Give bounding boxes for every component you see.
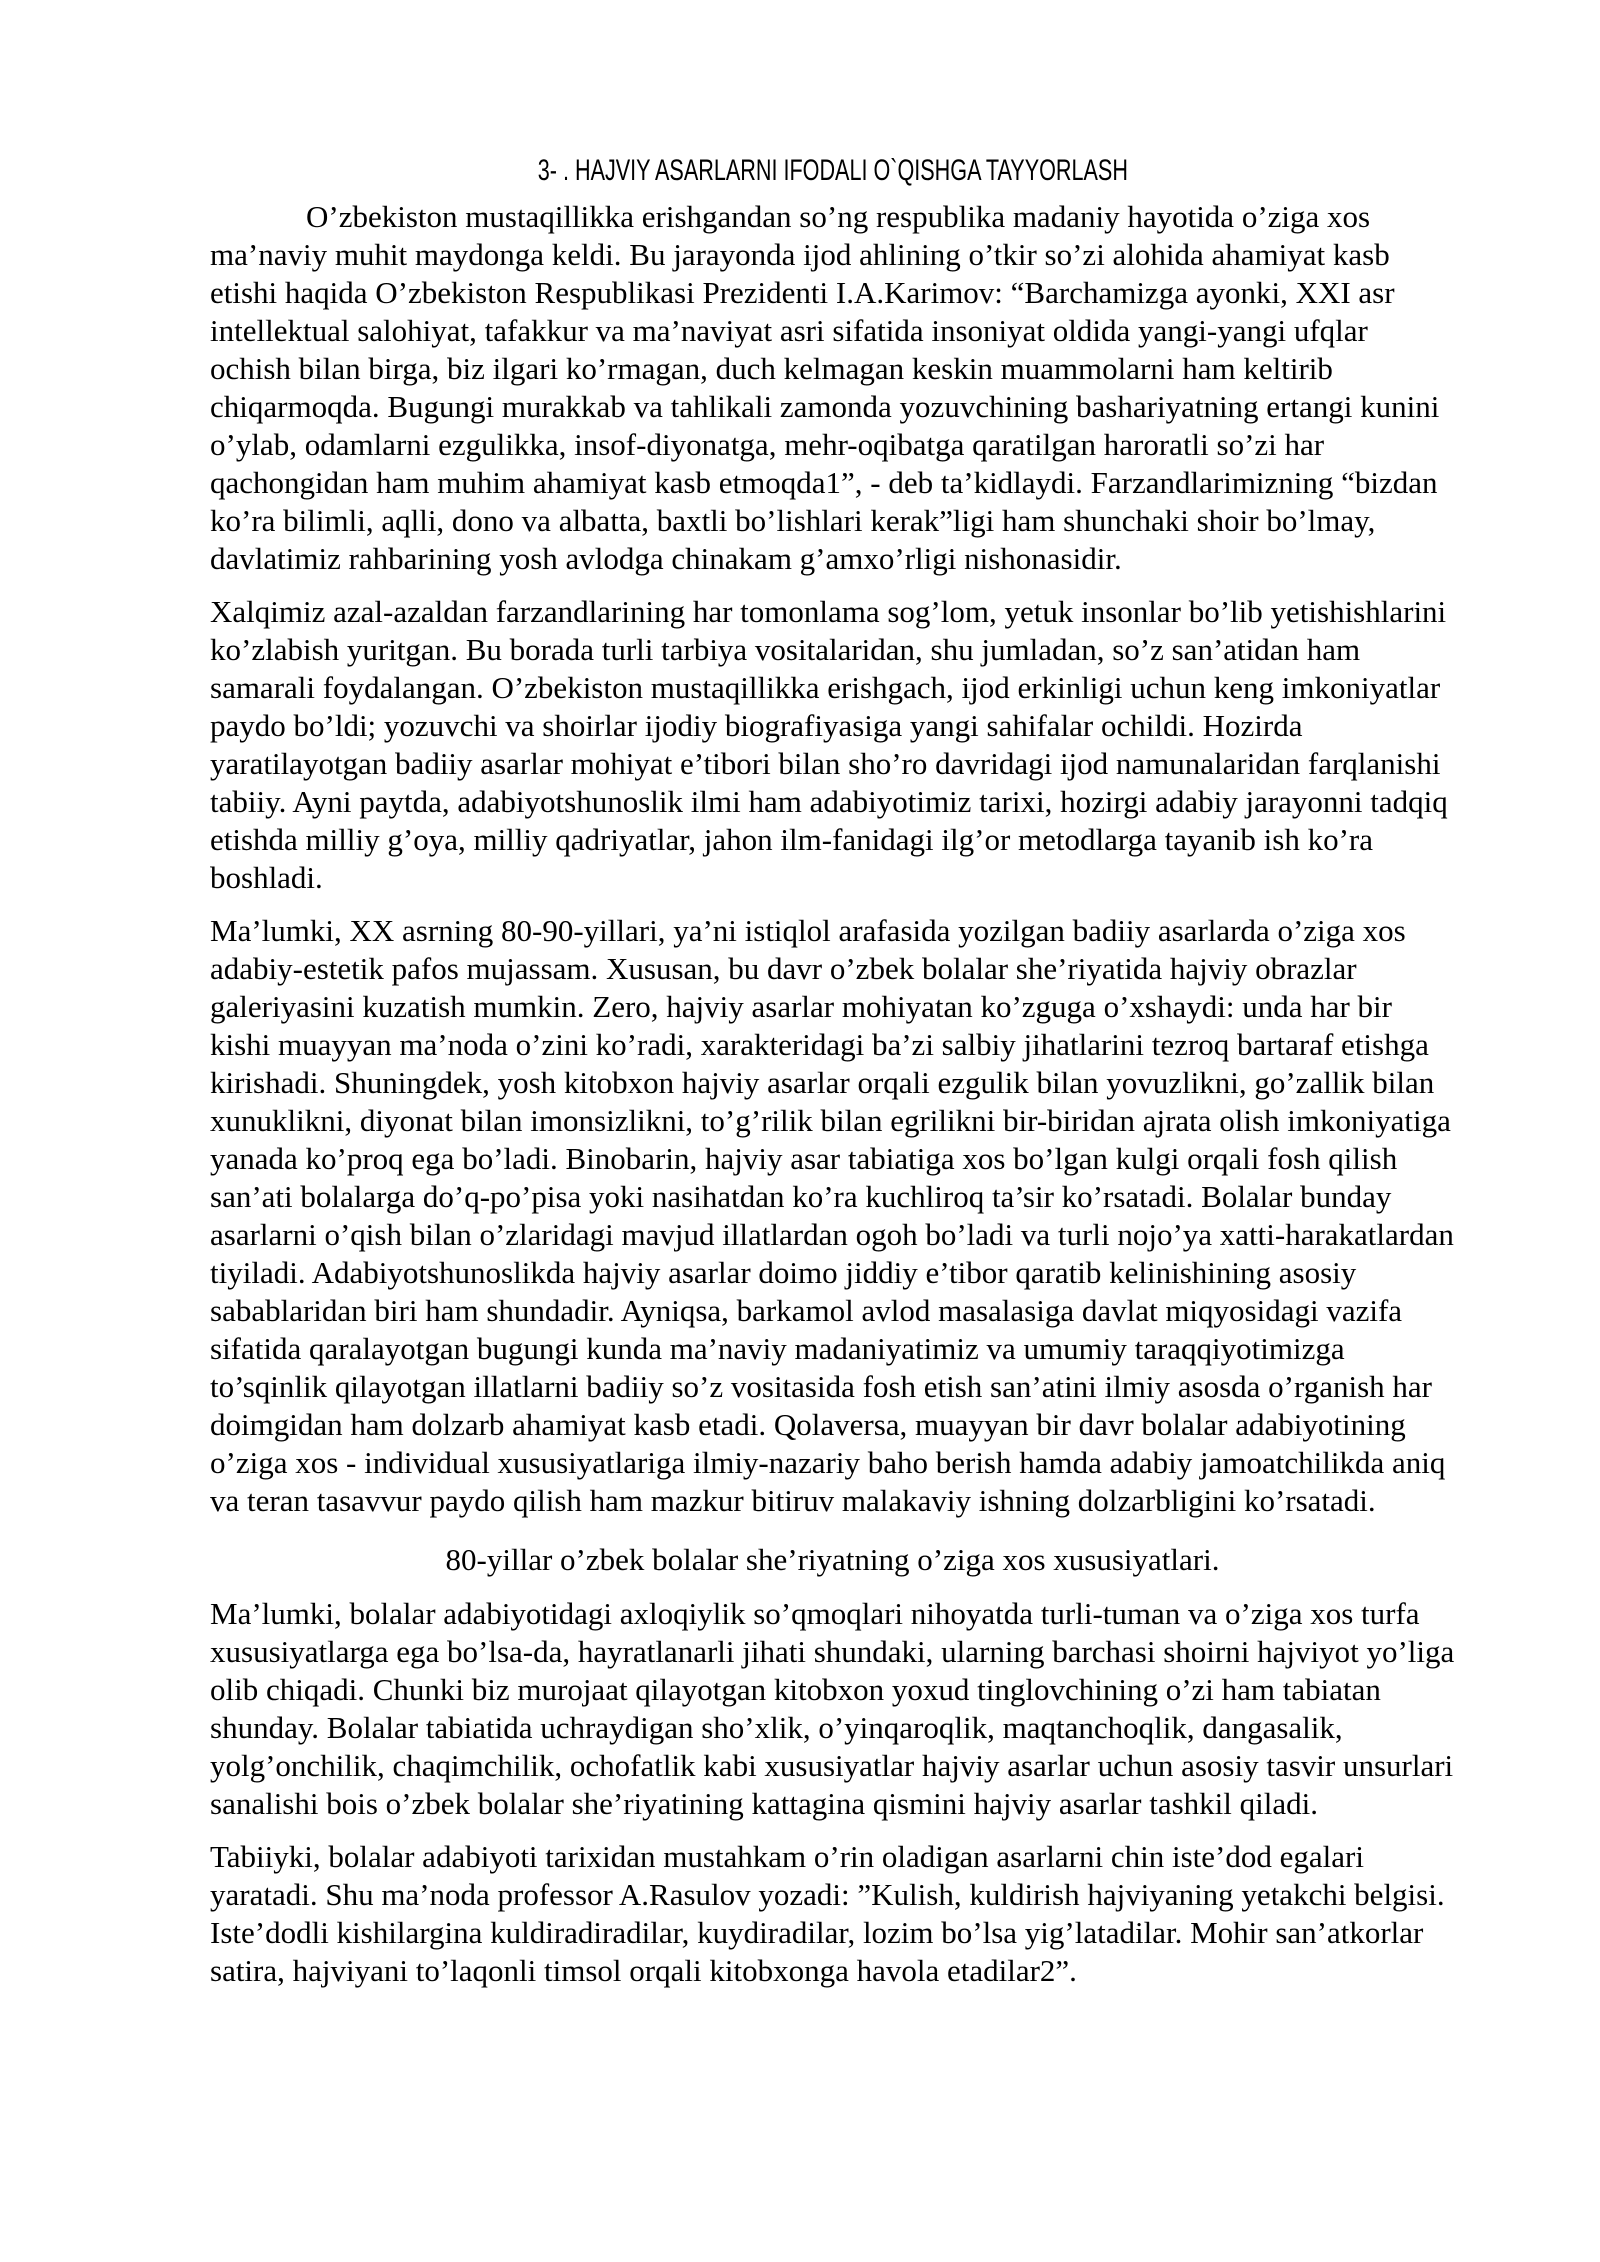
section-heading: 80-yillar o’zbek bolalar she’riyatning o’ziga xos xususiyatlari.	[445, 1542, 1220, 1577]
paragraph-malumki-bolalar: Ma’lumki, bolalar adabiyotidagi axloqiylik so’qmoqlari nihoyatda turli-tuman va o’ziga xos turfa xususiyatlarga ega bo’lsa-da, hayratlanarli jihati shundaki, ularning barchasi shoirni hajviyot yo’liga olib chiqadi. Chunki biz murojaat qilayotgan kitobxon yoxud tinglovchining o’zi ham tabiatan shunday. Bolalar tabiatida uchraydigan sho’xlik, o’yinqaroqlik, maqtanchoqlik, dangasalik, yolg’onchilik, chaqimchilik, ochofatlik kabi xususiyatlar hajviy asarlar uchun asosiy tasvir unsurlari sanalishi bois o’zbek bolalar she’riyatining kattagina qismini hajviy asarlar tashkil qiladi.	[210, 1596, 1455, 1821]
paragraph-tabiiyki: Tabiiyki, bolalar adabiyoti tarixidan mustahkam o’rin oladigan asarlarni chin iste’dod egalari yaratadi. Shu ma’noda professor A.Rasulov yozadi: ”Kulish, kuldirish hajviyaning yetakchi belgisi. Iste’dodli kishilargina kuldiradiradilar, kuydiradilar, lozim bo’lsa yig’latadilar. Mohir san’atkorlar satira, hajviyani to’laqonli timsol orqali kitobxonga havola etadilar2”.	[210, 1839, 1445, 1988]
paragraph-intro: O’zbekiston mustaqillikka erishgandan so’ng respublika madaniy hayotida o’ziga xos ma’naviy muhit maydonga keldi. Bu jarayonda ijod ahlining o’tkir so’zi alohida ahamiyat kasb etishi haqida O’zbekiston Respublikasi Prezidenti I.A.Karimov: “Barchamizga ayonki, XXI asr intellektual salohiyat, tafakkur va ma’naviyat asri sifatida insoniyat oldida yangi-yangi ufqlar ochish bilan birga, biz ilgari ko’rmagan, duch kelmagan keskin muammolarni ham keltirib chiqarmoqda. Bugungi murakkab va tahlikali zamonda yozuvchining bashariyatning ertangi kunini o’ylab, odamlarni ezgulikka, insof-diyonatga, mehr-oqibatga qaratilgan haroratli so’zi har qachongidan ham muhim ahamiyat kasb etmoqda1”, - deb ta’kidlaydi. Farzandlarimizning “bizdan ko’ra bilimli, aqlli, dono va albatta, baxtli bo’lishlari kerak”ligi ham shunchaki shoir bo’lmay, davlatimiz rahbarining yosh avlodga chinakam g’amxo’rligi nishonasidir.	[210, 199, 1440, 576]
document-title	[210, 153, 1455, 189]
paragraph-xalqimiz: Xalqimiz azal-azaldan farzandlarining har tomonlama sog’lom, yetuk insonlar bo’lib yetishishlarini ko’zlabish yuritgan. Bu borada turli tarbiya vositalaridan, shu jumladan, so’z san’atidan ham samarali foydalangan. O’zbekiston mustaqillikka erishgach, ijod erkinligi uchun keng imkoniyatlar paydo bo’ldi; yozuvchi va shoirlar ijodiy biografiyasiga yangi sahifalar ochildi. Hozirda yaratilayotgan badiiy asarlar mohiyat e’tibori bilan sho’ro davridagi ijod namunalaridan farqlanishi tabiiy. Ayni paytda, adabiyotshunoslik ilmi ham adabiyotimiz tarixi, hozirgi adabiy jarayonni tadqiq etishda milliy g’oya, milliy qadriyatlar, jahon ilm-fanidagi ilg’or metodlarga tayanib ish ko’ra boshladi.	[210, 594, 1448, 895]
document-title-text: 3- . HAJVIY ASARLARNI IFODALI O`QISHGA TAYYORLASH	[537, 154, 1128, 187]
paragraph-malumki-xx-asr: Ma’lumki, XX asrning 80-90-yillari, ya’ni istiqlol arafasida yozilgan badiiy asarlarda o’ziga xos adabiy-estetik pafos mujassam. Xususan, bu davr o’zbek bolalar she’riyatida hajviy obrazlar galeriyasini kuzatish mumkin. Zero, hajviy asarlar mohiyatan ko’zguga o’xshaydi: unda har bir kishi muayyan ma’noda o’zini ko’radi, xarakteridagi ba’zi salbiy jihatlarini tezroq bartaraf etishga kirishadi. Shuningdek, yosh kitobxon hajviy asarlar orqali ezgulik bilan yovuzlikni, go’zallik bilan xunuklikni, diyonat bilan imonsizlikni, to’g’rilik bilan egrilikni bir-biridan ajrata olish imkoniyatiga yanada ko’proq ega bo’ladi. Binobarin, hajviy asar tabiatiga xos bo’lgan kulgi orqali fosh qilish san’ati bolalarga do’q-po’pisa yoki nasihatdan ko’ra kuchliroq ta’sir ko’rsatadi. Bolalar bunday asarlarni o’qish bilan o’zlaridagi mavjud illatlardan ogoh bo’ladi va turli nojo’ya xatti-harakatlardan tiyiladi. Adabiyotshunoslikda hajviy asarlar doimo jiddiy e’tibor qaratib kelinishining asosiy sabablaridan biri ham shundadir. Ayniqsa, barkamol avlod masalasiga davlat miqyosidagi vazifa sifatida qaralayotgan bugungi kunda ma’naviy madaniyatimiz va umumiy taraqqiyotimizga to’sqinlik qilayotgan illatlarni badiiy so’z vositasida fosh etish san’atini ilmiy asosda o’rganish har doimgidan ham dolzarb ahamiyat kasb etadi. Qolaversa, muayyan bir davr bolalar adabiyotining o’ziga xos - individual xususiyatlariga ilmiy-nazariy baho berish hamda adabiy jamoatchilikda aniq va teran tasavvur paydo qilish ham mazkur bitiruv malakaviy ishning dolzarbligini ko’rsatadi.	[210, 913, 1454, 1518]
